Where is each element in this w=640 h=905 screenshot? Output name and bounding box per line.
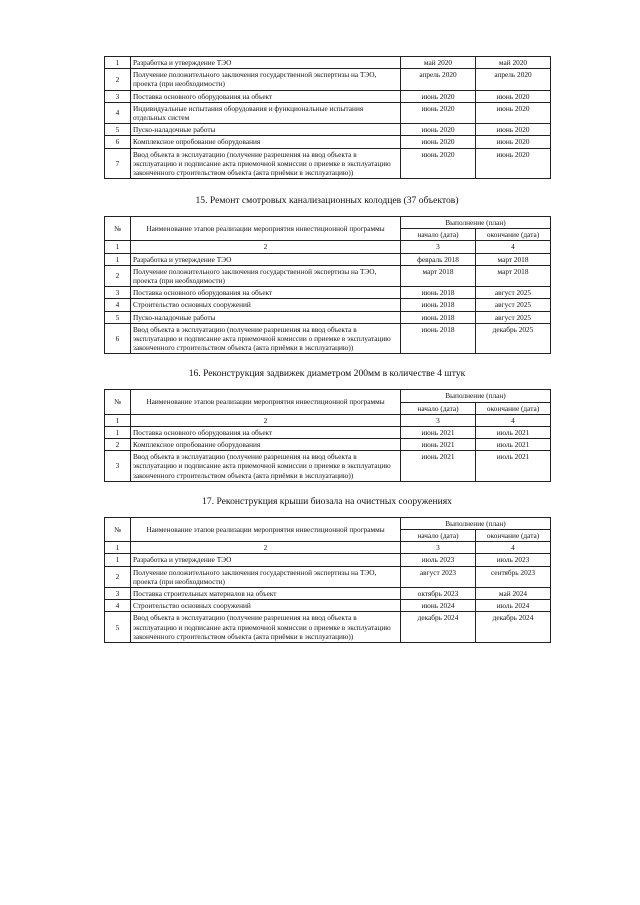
table-row — [105, 136, 551, 148]
schedule-table — [104, 517, 551, 643]
end-date: июль 2021 — [476, 426, 551, 438]
start-date: июнь 2021 — [401, 439, 476, 451]
end-date: май 2020 — [476, 57, 551, 69]
end-date: июль 2023 — [476, 554, 551, 566]
row-number: 1 — [105, 554, 131, 566]
start-date: март 2018 — [401, 265, 476, 286]
row-number: 5 — [105, 124, 131, 136]
index-cell: 2 — [131, 542, 401, 554]
end-col-header: окончание (дата) — [476, 530, 551, 542]
end-date: май 2024 — [476, 587, 551, 599]
table-row — [105, 124, 551, 136]
start-col-header: начало (дата) — [401, 402, 476, 414]
index-cell: 1 — [105, 241, 131, 253]
row-number: 3 — [105, 90, 131, 102]
table-row — [105, 90, 551, 102]
start-date: июнь 2020 — [401, 136, 476, 148]
stage-name: Получение положительного заключения государственной экспертизы на ТЭО, проекта (при необходимости) — [131, 69, 401, 90]
index-cell: 4 — [476, 414, 551, 426]
exec-col-header: Выполнение (план) — [401, 390, 551, 402]
stage-name: Разработка и утверждение ТЭО — [131, 253, 401, 265]
end-date: июль 2021 — [476, 451, 551, 482]
index-cell: 3 — [401, 414, 476, 426]
start-col-header: начало (дата) — [401, 229, 476, 241]
table-row — [105, 311, 551, 323]
start-date: июнь 2020 — [401, 102, 476, 123]
table-row — [105, 451, 551, 482]
stage-name: Поставка основного оборудования на объект — [131, 90, 401, 102]
index-cell: 1 — [105, 414, 131, 426]
row-number: 3 — [105, 451, 131, 482]
stage-name: Пуско-наладочные работы — [131, 124, 401, 136]
table-row — [105, 600, 551, 612]
schedule-table — [104, 389, 551, 481]
table-row — [105, 102, 551, 123]
exec-col-header: Выполнение (план) — [401, 217, 551, 229]
stage-name: Комплексное опробование оборудования — [131, 439, 401, 451]
index-row — [105, 542, 551, 554]
index-cell: 1 — [105, 542, 131, 554]
name-col-header: Наименование этапов реализации мероприятия инвестиционной программы — [131, 390, 401, 414]
stage-name: Поставка основного оборудования на объект — [131, 426, 401, 438]
stage-name: Строительство основных сооружений — [131, 600, 401, 612]
stage-name: Поставка строительных материалов на объект — [131, 587, 401, 599]
stage-name: Ввод объекта в эксплуатацию (получение разрешения на ввод объекта в эксплуатацию и подписание акта приемочной комиссии о приемке в эксплуатацию законченного строительством объекта (акта приёмки в эксплуатацию)) — [131, 323, 401, 354]
section-title: 16. Реконструкция задвижек диаметром 200мм в количестве 4 штук — [188, 368, 466, 380]
row-number: 4 — [105, 299, 131, 311]
end-date: июнь 2020 — [476, 136, 551, 148]
end-col-header: окончание (дата) — [476, 229, 551, 241]
stage-name: Поставка основного оборудования на объект — [131, 287, 401, 299]
index-row — [105, 414, 551, 426]
index-cell: 2 — [131, 241, 401, 253]
stage-name: Ввод объекта в эксплуатацию (получение разрешения на ввод объекта в эксплуатацию и подписание акта приемочной комиссии о приемке в эксплуатацию законченного строительством объекта (акта приёмки в эксплуатацию)) — [131, 148, 401, 179]
start-date: июнь 2020 — [401, 148, 476, 179]
table-row — [105, 439, 551, 451]
header-row — [105, 217, 551, 229]
index-cell: 2 — [131, 414, 401, 426]
start-date: июнь 2020 — [401, 90, 476, 102]
table-row — [105, 566, 551, 587]
stage-name: Пуско-наладочные работы — [131, 311, 401, 323]
index-row — [105, 241, 551, 253]
start-date: октябрь 2023 — [401, 587, 476, 599]
row-number: 1 — [105, 253, 131, 265]
start-date: июнь 2018 — [401, 323, 476, 354]
stage-name: Разработка и утверждение ТЭО — [131, 57, 401, 69]
end-date: декабрь 2025 — [476, 323, 551, 354]
exec-col-header: Выполнение (план) — [401, 517, 551, 529]
start-date: июнь 2018 — [401, 311, 476, 323]
section-title: 17. Реконструкция крыши биозала на очистных сооружениях — [202, 495, 452, 507]
name-col-header: Наименование этапов реализации мероприятия инвестиционной программы — [131, 217, 401, 241]
row-number: 5 — [105, 612, 131, 643]
schedule-table — [104, 56, 551, 179]
row-number: 3 — [105, 287, 131, 299]
start-col-header: начало (дата) — [401, 530, 476, 542]
stage-name: Разработка и утверждение ТЭО — [131, 554, 401, 566]
end-date: август 2025 — [476, 311, 551, 323]
row-number: 4 — [105, 600, 131, 612]
index-cell: 3 — [401, 241, 476, 253]
index-cell: 4 — [476, 542, 551, 554]
table-row — [105, 323, 551, 354]
table-row — [105, 587, 551, 599]
table-row — [105, 57, 551, 69]
end-date: июль 2024 — [476, 600, 551, 612]
end-date: июнь 2020 — [476, 102, 551, 123]
end-date: декабрь 2024 — [476, 612, 551, 643]
table-row — [105, 69, 551, 90]
table-row — [105, 299, 551, 311]
table-row — [105, 426, 551, 438]
start-date: июнь 2020 — [401, 124, 476, 136]
start-date: июль 2023 — [401, 554, 476, 566]
stage-name: Получение положительного заключения государственной экспертизы на ТЭО, проекта (при необходимости) — [131, 265, 401, 286]
start-date: июнь 2021 — [401, 426, 476, 438]
end-date: июнь 2020 — [476, 148, 551, 179]
end-date: июнь 2020 — [476, 90, 551, 102]
stage-name: Получение положительного заключения государственной экспертизы на ТЭО, проекта (при необходимости) — [131, 566, 401, 587]
start-date: февраль 2018 — [401, 253, 476, 265]
num-col-header: № — [105, 517, 131, 541]
num-col-header: № — [105, 217, 131, 241]
row-number: 1 — [105, 426, 131, 438]
table-row — [105, 253, 551, 265]
row-number: 7 — [105, 148, 131, 179]
start-date: июнь 2024 — [401, 600, 476, 612]
end-date: август 2025 — [476, 299, 551, 311]
start-date: апрель 2020 — [401, 69, 476, 90]
table-row — [105, 612, 551, 643]
start-date: декабрь 2024 — [401, 612, 476, 643]
start-date: июнь 2018 — [401, 287, 476, 299]
row-number: 6 — [105, 136, 131, 148]
start-date: август 2023 — [401, 566, 476, 587]
start-date: май 2020 — [401, 57, 476, 69]
document-page — [104, 56, 550, 643]
start-date: июнь 2018 — [401, 299, 476, 311]
end-date: сентябрь 2023 — [476, 566, 551, 587]
row-number: 4 — [105, 102, 131, 123]
stage-name: Комплексное опробование оборудования — [131, 136, 401, 148]
schedule-table — [104, 216, 551, 354]
num-col-header: № — [105, 390, 131, 414]
row-number: 2 — [105, 265, 131, 286]
row-number: 3 — [105, 587, 131, 599]
end-col-header: окончание (дата) — [476, 402, 551, 414]
row-number: 2 — [105, 439, 131, 451]
stage-name: Ввод объекта в эксплуатацию (получение разрешения на ввод объекта в эксплуатацию и подписание акта приемочной комиссии о приемке в эксплуатацию законченного строительством объекта (акта приёмки в эксплуатацию)) — [131, 612, 401, 643]
row-number: 6 — [105, 323, 131, 354]
stage-name: Индивидуальные испытания оборудования и функциональные испытания отдельных систем — [131, 102, 401, 123]
header-row — [105, 390, 551, 402]
end-date: март 2018 — [476, 265, 551, 286]
table-row — [105, 287, 551, 299]
end-date: апрель 2020 — [476, 69, 551, 90]
end-date: август 2025 — [476, 287, 551, 299]
header-row — [105, 517, 551, 529]
section-title: 15. Ремонт смотровых канализационных колодцев (37 объектов) — [195, 195, 459, 207]
table-row — [105, 554, 551, 566]
end-date: март 2018 — [476, 253, 551, 265]
row-number: 2 — [105, 566, 131, 587]
table-row — [105, 148, 551, 179]
row-number: 5 — [105, 311, 131, 323]
end-date: июнь 2020 — [476, 124, 551, 136]
start-date: июнь 2021 — [401, 451, 476, 482]
index-cell: 4 — [476, 241, 551, 253]
table-row — [105, 265, 551, 286]
end-date: июль 2021 — [476, 439, 551, 451]
row-number: 1 — [105, 57, 131, 69]
index-cell: 3 — [401, 542, 476, 554]
stage-name: Ввод объекта в эксплуатацию (получение разрешения на ввод объекта в эксплуатацию и подписание акта приемочной комиссии о приемке в эксплуатацию законченного строительством объекта (акта приёмки в эксплуатацию)) — [131, 451, 401, 482]
name-col-header: Наименование этапов реализации мероприятия инвестиционной программы — [131, 517, 401, 541]
row-number: 2 — [105, 69, 131, 90]
stage-name: Строительство основных сооружений — [131, 299, 401, 311]
